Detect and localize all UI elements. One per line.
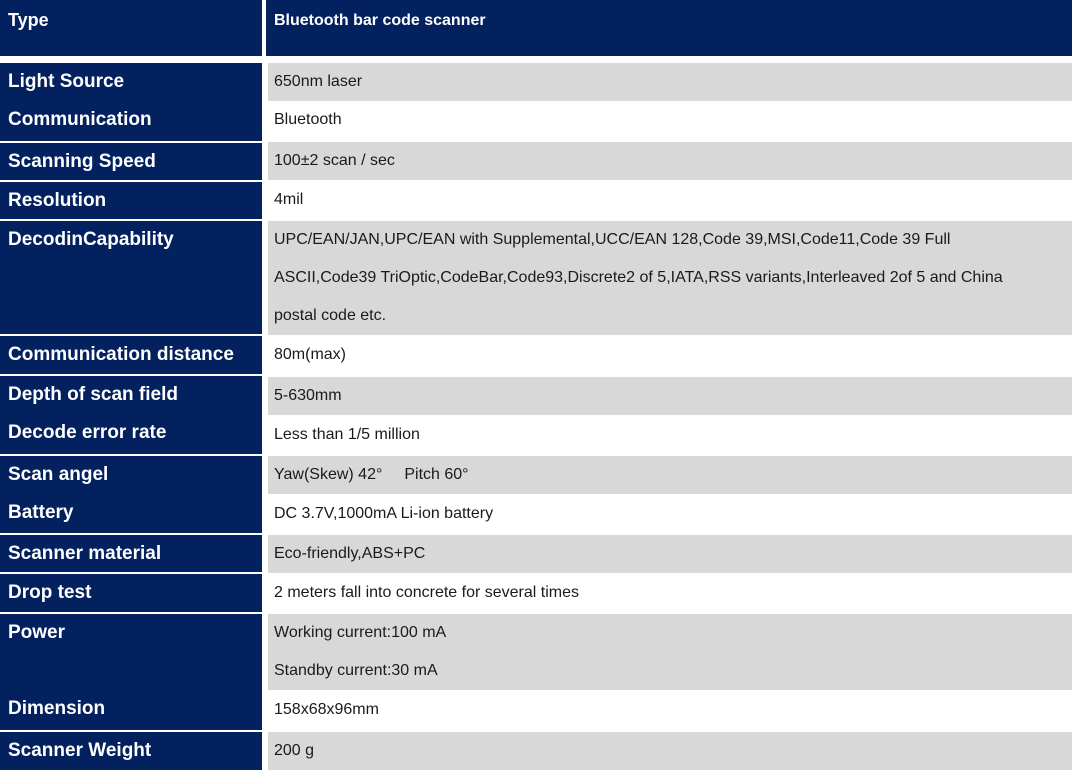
value-scanner-weight — [268, 732, 1072, 770]
label-decoding-capability: DecodinCapability — [0, 221, 262, 334]
value-line: Working current:100 mA — [274, 624, 447, 641]
value-line: Less than 1/5 million — [274, 426, 420, 443]
label-power-dimension: Power Dimension — [0, 614, 262, 730]
value-line: 80m(max) — [274, 346, 347, 363]
value-communication-distance — [268, 336, 1072, 376]
value-scan-angle — [268, 456, 1072, 494]
label-scanner-material: Scanner material — [0, 535, 262, 572]
value-line: 650nm laser — [274, 73, 363, 90]
value-decode-error-rate — [268, 416, 1072, 455]
label-scanner-weight: Scanner Weight — [0, 732, 262, 770]
label-drop-test: Drop test — [0, 574, 262, 612]
value-line: 100±2 scan / sec — [274, 152, 395, 169]
value-line: UPC/EAN/JAN,UPC/EAN with Supplemental,UCC/EAN 128,Code 39,MSI,Code11,Code 39 Full — [274, 231, 951, 248]
value-communication — [268, 101, 1072, 141]
value-decoding-capability — [268, 221, 1072, 335]
label-scanning-speed: Scanning Speed — [0, 143, 262, 180]
value-line: 4mil — [274, 191, 304, 208]
value-depth-of-scan-field — [268, 377, 1072, 415]
value-yaw: Yaw(Skew) 42° — [274, 466, 383, 483]
value-line: Standby current:30 mA — [274, 662, 438, 679]
header-label-type: Type — [0, 0, 262, 56]
value-line: postal code etc. — [274, 307, 387, 324]
value-line: 5-630mm — [274, 387, 342, 404]
label-light-source-communication: Light Source Communication — [0, 63, 262, 141]
value-line: DC 3.7V,1000mA Li-ion battery — [274, 505, 494, 522]
value-line: Bluetooth — [274, 111, 342, 128]
value-pitch: Pitch 60° — [404, 466, 469, 483]
value-power — [268, 614, 1072, 690]
value-line: 158x68x96mm — [274, 701, 379, 718]
value-scanner-material — [268, 535, 1072, 573]
label-resolution: Resolution — [0, 182, 262, 219]
value-line: 200 g — [274, 742, 315, 759]
value-scanning-speed — [268, 142, 1072, 180]
value-resolution — [268, 181, 1072, 220]
header-value-type: Bluetooth bar code scanner — [266, 0, 1072, 56]
value-battery — [268, 495, 1072, 534]
value-line: ASCII,Code39 TriOptic,CodeBar,Code93,Discrete2 of 5,IATA,RSS variants,Interleaved 2of 5 and China — [274, 269, 1003, 286]
label-scan-angle-battery: Scan angel Battery — [0, 456, 262, 533]
value-drop-test — [268, 574, 1072, 614]
value-line: Eco-friendly,ABS+PC — [274, 545, 426, 562]
value-light-source — [268, 63, 1072, 101]
label-communication-distance: Communication distance — [0, 336, 262, 374]
value-dimension — [268, 691, 1072, 731]
value-line: 2 meters fall into concrete for several times — [274, 584, 580, 601]
label-depth-decode-error: Depth of scan field Decode error rate — [0, 376, 262, 454]
